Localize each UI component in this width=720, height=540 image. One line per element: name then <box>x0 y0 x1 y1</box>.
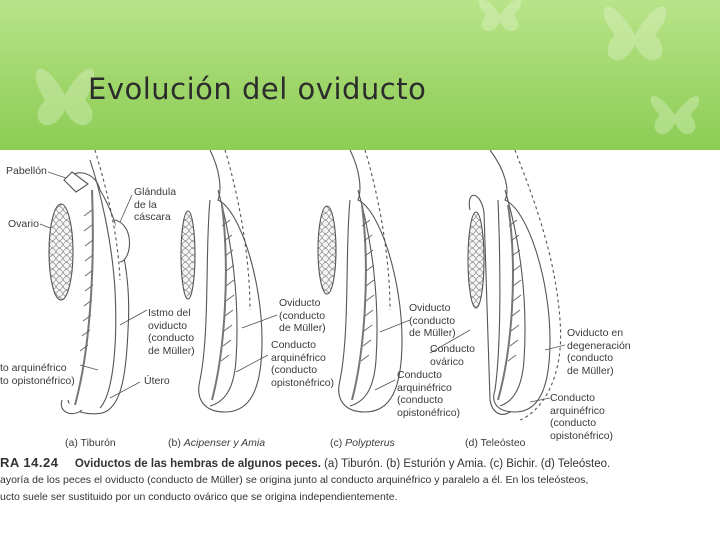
label-ovario: Ovario <box>8 218 39 230</box>
butterfly-decoration-icon <box>470 0 530 40</box>
panel-label-a: (a) Tiburón <box>65 437 116 449</box>
caption-heading <box>0 455 610 470</box>
figure-number: RA 14.24 <box>0 455 59 470</box>
diagram-acipenser-amia <box>181 150 262 412</box>
label-conducto-arquinefrico-b: Conducto arquinéfrico (conducto opistonéfrico) <box>271 339 335 389</box>
label-oviducto-b: Oviducto (conducto de Müller) <box>279 297 326 334</box>
label-conducto-arquinefrico-a: to arquinéfrico to opistonéfrico) <box>0 362 75 387</box>
label-conducto-arquinefrico-d: Conducto arquinéfrico (conducto opistonéfrico) <box>550 392 614 442</box>
label-utero: Útero <box>144 375 170 387</box>
label-conducto-arquinefrico-c: Conducto arquinéfrico (conducto opistonéfrico) <box>397 369 461 419</box>
butterfly-decoration-icon <box>640 85 710 145</box>
caption-title: Oviductos de las hembras de algunos peces. <box>74 458 321 470</box>
caption-line-3: ucto suele ser sustituido por un conducto ovárico que se origina independientemente. <box>0 491 398 503</box>
slide-header <box>0 0 720 150</box>
diagram-teleost <box>468 150 561 420</box>
caption-title-rest: (a) Tiburón. (b) Esturión y Amia. (c) Bichir. (d) Teleósteo. <box>320 458 611 470</box>
label-glandula-cascara: Glándula de la cáscara <box>134 186 177 223</box>
panel-label-b: (b) Acipenser y Amia <box>168 437 266 449</box>
label-oviducto-c: Oviducto (conducto de Müller) <box>409 302 456 339</box>
caption-line-2: ayoría de los peces el oviducto (conducto de Müller) se origina junto al conducto arquinéfrico y paralelo a él. En los teleósteos, <box>0 474 589 486</box>
panel-label-c: (c) Polypterus <box>330 437 395 449</box>
butterfly-decoration-icon <box>590 0 680 75</box>
panel-label-d: (d) Teleósteo <box>465 437 526 449</box>
slide-title: Evolución del oviducto <box>88 72 427 106</box>
label-istmo-oviducto: Istmo del oviducto (conducto de Müller) <box>148 307 195 357</box>
label-pabellon: Pabellón <box>6 165 47 177</box>
label-oviducto-degeneracion: Oviducto en degeneración (conducto de Müller) <box>567 327 631 377</box>
label-conducto-ovarico: Conducto ovárico <box>430 343 475 368</box>
